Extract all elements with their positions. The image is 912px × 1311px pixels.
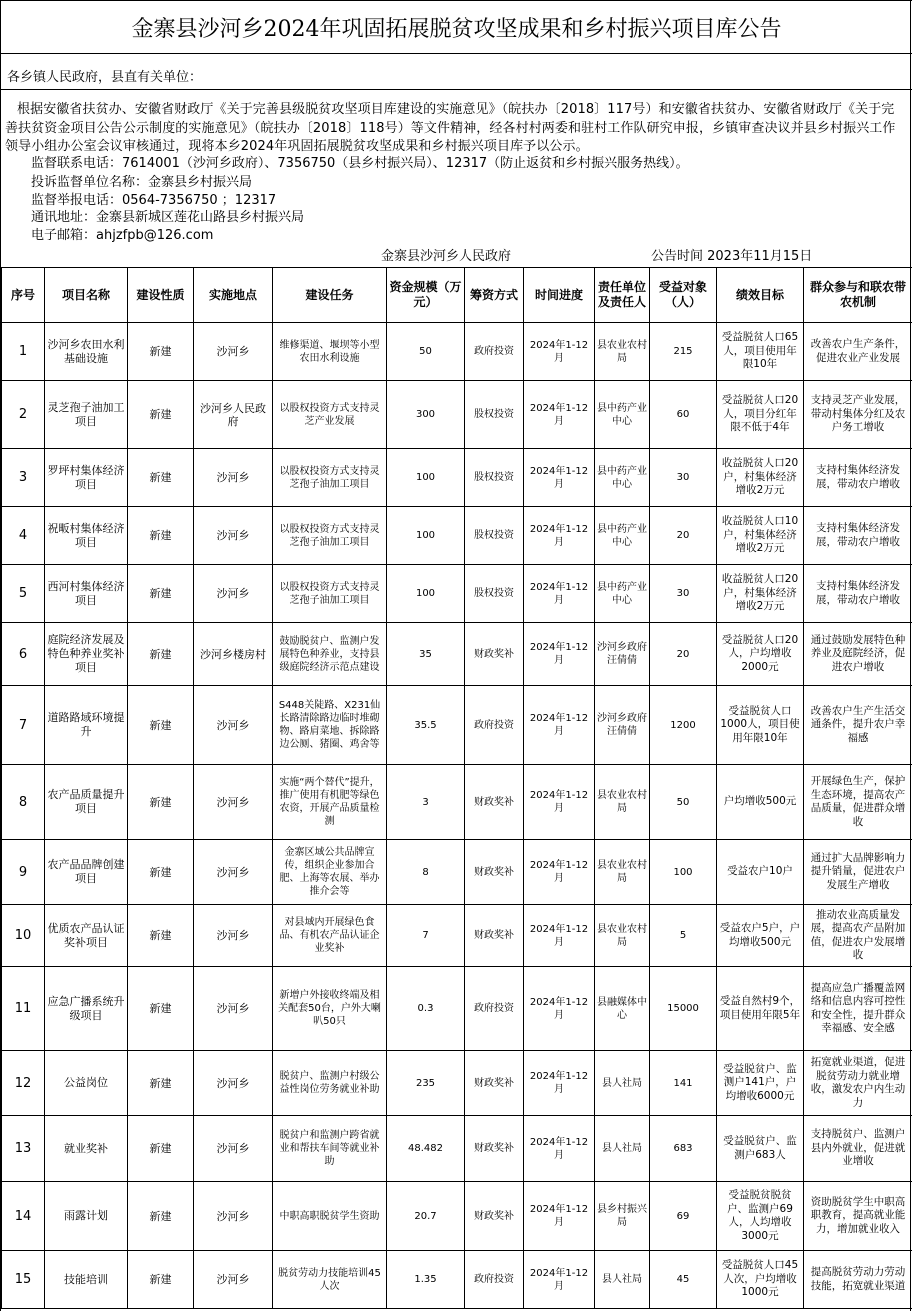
cell-mechanism: 推动农业高质量发展，提高农产品附加值，促进农户发展增收 xyxy=(804,905,912,967)
table-row xyxy=(2,905,912,967)
cell-schedule: 2024年1-12月 xyxy=(524,1251,595,1309)
cell-funding-method: 政府投资 xyxy=(465,967,524,1051)
cell-nature: 新建 xyxy=(128,623,194,686)
cell-seq: 6 xyxy=(2,623,45,686)
cell-funds: 35 xyxy=(387,623,465,686)
cell-task: 中职高职脱贫学生资助 xyxy=(273,1182,387,1251)
cell-funding-method: 股权投资 xyxy=(465,381,524,449)
cell-schedule: 2024年1-12月 xyxy=(524,967,595,1051)
cell-site: 沙河乡 xyxy=(194,507,273,565)
header-seq: 序号 xyxy=(2,268,45,323)
cell-project-name: 技能培训 xyxy=(45,1251,128,1309)
cell-mechanism: 支持脱贫户、监测户县内外就业，促进就业增收 xyxy=(804,1116,912,1182)
cell-mechanism: 拓宽就业渠道，促进脱贫劳动力就业增收，激发农户内生动力 xyxy=(804,1051,912,1116)
cell-seq: 3 xyxy=(2,449,45,507)
cell-seq: 4 xyxy=(2,507,45,565)
cell-goal: 受益农户5户，户均增收500元 xyxy=(717,905,804,967)
cell-task: 以股权投资方式支持灵芝孢子油加工项目 xyxy=(273,449,387,507)
cell-nature: 新建 xyxy=(128,1116,194,1182)
cell-schedule: 2024年1-12月 xyxy=(524,565,595,623)
cell-beneficiaries: 15000 xyxy=(650,967,717,1051)
cell-project-name: 罗坪村集体经济项目 xyxy=(45,449,128,507)
cell-mechanism: 支持村集体经济发展，带动农户增收 xyxy=(804,565,912,623)
cell-nature: 新建 xyxy=(128,905,194,967)
cell-site: 沙河乡 xyxy=(194,449,273,507)
cell-nature: 新建 xyxy=(128,449,194,507)
cell-beneficiaries: 141 xyxy=(650,1051,717,1116)
table-row xyxy=(2,1051,912,1116)
cell-seq: 2 xyxy=(2,381,45,449)
header-funds: 资金规模（万元） xyxy=(387,268,465,323)
cell-goal: 受益脱贫户、监测户141户，户均增收6000元 xyxy=(717,1051,804,1116)
cell-funds: 20.7 xyxy=(387,1182,465,1251)
cell-goal: 受益自然村9个，项目使用年限5年 xyxy=(717,967,804,1051)
cell-seq: 14 xyxy=(2,1182,45,1251)
cell-responsible: 沙河乡政府汪倩倩 xyxy=(595,623,650,686)
cell-project-name: 农产品质量提升项目 xyxy=(45,765,128,840)
cell-project-name: 西河村集体经济项目 xyxy=(45,565,128,623)
table-row xyxy=(2,449,912,507)
cell-responsible: 县人社局 xyxy=(595,1251,650,1309)
page-title: 金寨县沙河乡2024年巩固拓展脱贫攻坚成果和乡村振兴项目库公告 xyxy=(1,0,912,54)
cell-nature: 新建 xyxy=(128,565,194,623)
cell-site: 沙河乡 xyxy=(194,686,273,765)
cell-site: 沙河乡 xyxy=(194,1051,273,1116)
cell-site: 沙河乡 xyxy=(194,1182,273,1251)
cell-task: 实施“两个替代”提升，推广使用有机肥等绿色农资，开展产品质量检测 xyxy=(273,765,387,840)
cell-goal: 受益脱贫人口20人，户均增收2000元 xyxy=(717,623,804,686)
cell-funding-method: 财政奖补 xyxy=(465,1116,524,1182)
email-line: 电子邮箱：ahjzfpb@126.com xyxy=(31,228,214,243)
cell-responsible: 县中药产业中心 xyxy=(595,381,650,449)
cell-funding-method: 财政奖补 xyxy=(465,1051,524,1116)
table-row xyxy=(2,765,912,840)
cell-seq: 9 xyxy=(2,840,45,905)
cell-goal: 收益脱贫人口20户，村集体经济增收2万元 xyxy=(717,449,804,507)
cell-goal: 收益脱贫人口20户，村集体经济增收2万元 xyxy=(717,565,804,623)
cell-seq: 8 xyxy=(2,765,45,840)
header-site: 实施地点 xyxy=(194,268,273,323)
cell-site: 沙河乡 xyxy=(194,1251,273,1309)
supervision-phone-line: 监督联系电话：7614001（沙河乡政府）、7356750（县乡村振兴局）、12317（防止返贫和乡村振兴服务热线）。 xyxy=(31,156,689,171)
header-schedule: 时间进度 xyxy=(524,268,595,323)
cell-site: 沙河乡 xyxy=(194,1116,273,1182)
cell-responsible: 县农业农村局 xyxy=(595,765,650,840)
cell-task: 新增户外接收终端及相关配套50台，户外大喇叭50只 xyxy=(273,967,387,1051)
cell-project-name: 农产品品牌创建项目 xyxy=(45,840,128,905)
cell-schedule: 2024年1-12月 xyxy=(524,449,595,507)
header-nature: 建设性质 xyxy=(128,268,194,323)
cell-nature: 新建 xyxy=(128,381,194,449)
cell-mechanism: 提高脱贫劳动力劳动技能，拓宽就业渠道 xyxy=(804,1251,912,1309)
cell-project-name: 应急广播系统升级项目 xyxy=(45,967,128,1051)
table-row xyxy=(2,840,912,905)
cell-project-name: 沙河乡农田水利基础设施 xyxy=(45,323,128,381)
cell-funds: 48.482 xyxy=(387,1116,465,1182)
cell-goal: 受益农户10户 xyxy=(717,840,804,905)
cell-seq: 15 xyxy=(2,1251,45,1309)
cell-beneficiaries: 215 xyxy=(650,323,717,381)
cell-beneficiaries: 60 xyxy=(650,381,717,449)
table-row xyxy=(2,565,912,623)
cell-task: 鼓励脱贫户、监测户发展特色种养业，支持县级庭院经济示范点建设 xyxy=(273,623,387,686)
cell-beneficiaries: 20 xyxy=(650,507,717,565)
cell-mechanism: 改善农户生产生活交通条件，提升农户幸福感 xyxy=(804,686,912,765)
cell-funds: 8 xyxy=(387,840,465,905)
cell-goal: 受益脱贫人口1000人，项目使用年限10年 xyxy=(717,686,804,765)
header-responsible: 责任单位及责任人 xyxy=(595,268,650,323)
cell-site: 沙河乡 xyxy=(194,765,273,840)
table-header-row xyxy=(2,268,912,323)
address-line: 通讯地址：金寨县新城区莲花山路县乡村振兴局 xyxy=(31,210,305,225)
cell-mechanism: 资助脱贫学生中职高职教育，提高就业能力，增加就业收入 xyxy=(804,1182,912,1251)
table-row xyxy=(2,381,912,449)
cell-schedule: 2024年1-12月 xyxy=(524,381,595,449)
cell-responsible: 县农业农村局 xyxy=(595,840,650,905)
cell-mechanism: 改善农户生产条件，促进农业产业发展 xyxy=(804,323,912,381)
cell-nature: 新建 xyxy=(128,507,194,565)
cell-responsible: 县中药产业中心 xyxy=(595,507,650,565)
cell-beneficiaries: 45 xyxy=(650,1251,717,1309)
cell-funds: 100 xyxy=(387,507,465,565)
table-row xyxy=(2,1116,912,1182)
cell-goal: 受益脱贫人口45人次，户均增收1000元 xyxy=(717,1251,804,1309)
cell-funding-method: 财政奖补 xyxy=(465,623,524,686)
cell-site: 沙河乡 xyxy=(194,840,273,905)
cell-mechanism: 通过鼓励发展特色种养业及庭院经济，促进农户增收 xyxy=(804,623,912,686)
body-paragraph: 根据安徽省扶贫办、安徽省财政厅《关于完善县级脱贫攻坚项目库建设的实施意见》（皖扶办〔2018〕117号）和安徽省扶贫办、安徽省财政厅《关于完善扶贫资金项目公告公示制度的实施意见》（皖扶办〔2018〕118号）等文件精神，经各村村两委和驻村工作队研究申报，乡镇审查决议并县乡村振兴工作领导小组办公室会议审核通过，现将本乡2024年巩固拓展脱贫攻坚成果和乡村振兴项目库予以公示。 xyxy=(5,102,896,154)
cell-responsible: 县人社局 xyxy=(595,1051,650,1116)
report-phone-line: 监督举报电话：0564-7356750 ；12317 xyxy=(31,193,277,208)
cell-funding-method: 财政奖补 xyxy=(465,905,524,967)
cell-seq: 10 xyxy=(2,905,45,967)
complaint-unit-line: 投诉监督单位名称：金寨县乡村振兴局 xyxy=(31,175,253,190)
cell-mechanism: 支持村集体经济发展，带动农户增收 xyxy=(804,449,912,507)
cell-nature: 新建 xyxy=(128,1182,194,1251)
table-row xyxy=(2,686,912,765)
cell-nature: 新建 xyxy=(128,1251,194,1309)
cell-responsible: 县乡村振兴局 xyxy=(595,1182,650,1251)
salutation: 各乡镇人民政府，县直有关单位： xyxy=(7,70,203,85)
cell-task: 脱贫户和监测户跨省就业和帮扶车间等就业补助 xyxy=(273,1116,387,1182)
cell-project-name: 公益岗位 xyxy=(45,1051,128,1116)
cell-site: 沙河乡 xyxy=(194,967,273,1051)
table-row xyxy=(2,507,912,565)
cell-schedule: 2024年1-12月 xyxy=(524,840,595,905)
cell-task: 脱贫劳动力技能培训45人次 xyxy=(273,1251,387,1309)
cell-project-name: 灵芝孢子油加工项目 xyxy=(45,381,128,449)
cell-beneficiaries: 5 xyxy=(650,905,717,967)
cell-funding-method: 政府投资 xyxy=(465,1251,524,1309)
cell-funding-method: 财政奖补 xyxy=(465,765,524,840)
cell-beneficiaries: 20 xyxy=(650,623,717,686)
cell-mechanism: 支持村集体经济发展，带动农户增收 xyxy=(804,507,912,565)
cell-beneficiaries: 30 xyxy=(650,449,717,507)
cell-funding-method: 政府投资 xyxy=(465,686,524,765)
cell-task: 以股权投资方式支持灵芝孢子油加工项目 xyxy=(273,565,387,623)
cell-mechanism: 支持灵芝产业发展，带动村集体分红及农户务工增收 xyxy=(804,381,912,449)
cell-seq: 5 xyxy=(2,565,45,623)
cell-nature: 新建 xyxy=(128,686,194,765)
cell-nature: 新建 xyxy=(128,323,194,381)
cell-schedule: 2024年1-12月 xyxy=(524,1116,595,1182)
cell-nature: 新建 xyxy=(128,765,194,840)
header-mechanism: 群众参与和联农带农机制 xyxy=(804,268,912,323)
cell-funding-method: 股权投资 xyxy=(465,507,524,565)
cell-funds: 300 xyxy=(387,381,465,449)
signature-org: 金寨县沙河乡人民政府 xyxy=(381,249,512,264)
divider xyxy=(1,89,912,90)
cell-seq: 7 xyxy=(2,686,45,765)
table-row xyxy=(2,1182,912,1251)
table-row xyxy=(2,323,912,381)
cell-goal: 受益脱贫人口20人，项目分红年限不低于4年 xyxy=(717,381,804,449)
cell-beneficiaries: 69 xyxy=(650,1182,717,1251)
header-task: 建设任务 xyxy=(273,268,387,323)
cell-beneficiaries: 683 xyxy=(650,1116,717,1182)
table-row xyxy=(2,967,912,1051)
cell-schedule: 2024年1-12月 xyxy=(524,323,595,381)
cell-site: 沙河乡 xyxy=(194,905,273,967)
cell-schedule: 2024年1-12月 xyxy=(524,1182,595,1251)
cell-funds: 1.35 xyxy=(387,1251,465,1309)
cell-beneficiaries: 100 xyxy=(650,840,717,905)
cell-project-name: 道路路域环境提升 xyxy=(45,686,128,765)
header-name: 项目名称 xyxy=(45,268,128,323)
cell-seq: 11 xyxy=(2,967,45,1051)
cell-funds: 100 xyxy=(387,565,465,623)
cell-schedule: 2024年1-12月 xyxy=(524,623,595,686)
cell-beneficiaries: 1200 xyxy=(650,686,717,765)
cell-task: 对县域内开展绿色食品、有机农产品认证企业奖补 xyxy=(273,905,387,967)
cell-task: 维修渠道、堰坝等小型农田水利设施 xyxy=(273,323,387,381)
header-beneficiaries: 受益对象（人） xyxy=(650,268,717,323)
cell-seq: 1 xyxy=(2,323,45,381)
cell-seq: 12 xyxy=(2,1051,45,1116)
cell-responsible: 县中药产业中心 xyxy=(595,565,650,623)
cell-nature: 新建 xyxy=(128,840,194,905)
cell-responsible: 县中药产业中心 xyxy=(595,449,650,507)
cell-responsible: 县人社局 xyxy=(595,1116,650,1182)
cell-project-name: 就业奖补 xyxy=(45,1116,128,1182)
cell-schedule: 2024年1-12月 xyxy=(524,905,595,967)
cell-responsible: 县融媒体中心 xyxy=(595,967,650,1051)
cell-site: 沙河乡 xyxy=(194,565,273,623)
cell-site: 沙河乡人民政府 xyxy=(194,381,273,449)
signature-date: 公告时间 2023年11月15日 xyxy=(651,249,813,264)
cell-site: 沙河乡 xyxy=(194,323,273,381)
cell-funding-method: 股权投资 xyxy=(465,449,524,507)
cell-goal: 受益脱贫脱贫户、监测户69人，人均增收3000元 xyxy=(717,1182,804,1251)
cell-funds: 35.5 xyxy=(387,686,465,765)
cell-schedule: 2024年1-12月 xyxy=(524,507,595,565)
cell-funding-method: 财政奖补 xyxy=(465,1182,524,1251)
cell-nature: 新建 xyxy=(128,967,194,1051)
cell-responsible: 县农业农村局 xyxy=(595,905,650,967)
cell-seq: 13 xyxy=(2,1116,45,1182)
project-table xyxy=(1,267,912,1309)
cell-task: 以股权投资方式支持灵芝产业发展 xyxy=(273,381,387,449)
cell-site: 沙河乡楼房村 xyxy=(194,623,273,686)
cell-goal: 收益脱贫人口10户，村集体经济增收2万元 xyxy=(717,507,804,565)
cell-funding-method: 股权投资 xyxy=(465,565,524,623)
table-row xyxy=(2,1251,912,1309)
cell-goal: 受益脱贫人口65人，项目使用年限10年 xyxy=(717,323,804,381)
cell-project-name: 雨露计划 xyxy=(45,1182,128,1251)
cell-funds: 3 xyxy=(387,765,465,840)
cell-goal: 受益脱贫户、监测户683人 xyxy=(717,1116,804,1182)
cell-funding-method: 财政奖补 xyxy=(465,840,524,905)
cell-funding-method: 政府投资 xyxy=(465,323,524,381)
cell-mechanism: 通过扩大品牌影响力提升销量，促进农户发展生产增收 xyxy=(804,840,912,905)
cell-goal: 户均增收500元 xyxy=(717,765,804,840)
cell-nature: 新建 xyxy=(128,1051,194,1116)
cell-responsible: 沙河乡政府汪倩倩 xyxy=(595,686,650,765)
cell-task: 以股权投资方式支持灵芝孢子油加工项目 xyxy=(273,507,387,565)
cell-mechanism: 开展绿色生产，保护生态环境，提高农产品质量，促进群众增收 xyxy=(804,765,912,840)
cell-beneficiaries: 50 xyxy=(650,765,717,840)
cell-mechanism: 提高应急广播覆盖网络和信息内容可控性和安全性，提升群众幸福感、安全感 xyxy=(804,967,912,1051)
cell-project-name: 庭院经济发展及特色种养业奖补项目 xyxy=(45,623,128,686)
cell-schedule: 2024年1-12月 xyxy=(524,765,595,840)
cell-beneficiaries: 30 xyxy=(650,565,717,623)
cell-funds: 100 xyxy=(387,449,465,507)
table-row xyxy=(2,623,912,686)
cell-funds: 0.3 xyxy=(387,967,465,1051)
cell-schedule: 2024年1-12月 xyxy=(524,686,595,765)
cell-task: 脱贫户、监测户村级公益性岗位劳务就业补助 xyxy=(273,1051,387,1116)
cell-schedule: 2024年1-12月 xyxy=(524,1051,595,1116)
cell-project-name: 祝畈村集体经济项目 xyxy=(45,507,128,565)
cell-funds: 235 xyxy=(387,1051,465,1116)
cell-task: 金寨区域公共品牌宣传，组织企业参加合肥、上海等农展、举办推介会等 xyxy=(273,840,387,905)
cell-funds: 7 xyxy=(387,905,465,967)
header-goal: 绩效目标 xyxy=(717,268,804,323)
header-funding-method: 筹资方式 xyxy=(465,268,524,323)
cell-task: S448关陡路、X231仙长路清除路边临时堆砌物、路肩菜地、拆除路边公厕、猪圈、鸡舍等 xyxy=(273,686,387,765)
cell-project-name: 优质农产品认证奖补项目 xyxy=(45,905,128,967)
cell-funds: 50 xyxy=(387,323,465,381)
cell-responsible: 县农业农村局 xyxy=(595,323,650,381)
